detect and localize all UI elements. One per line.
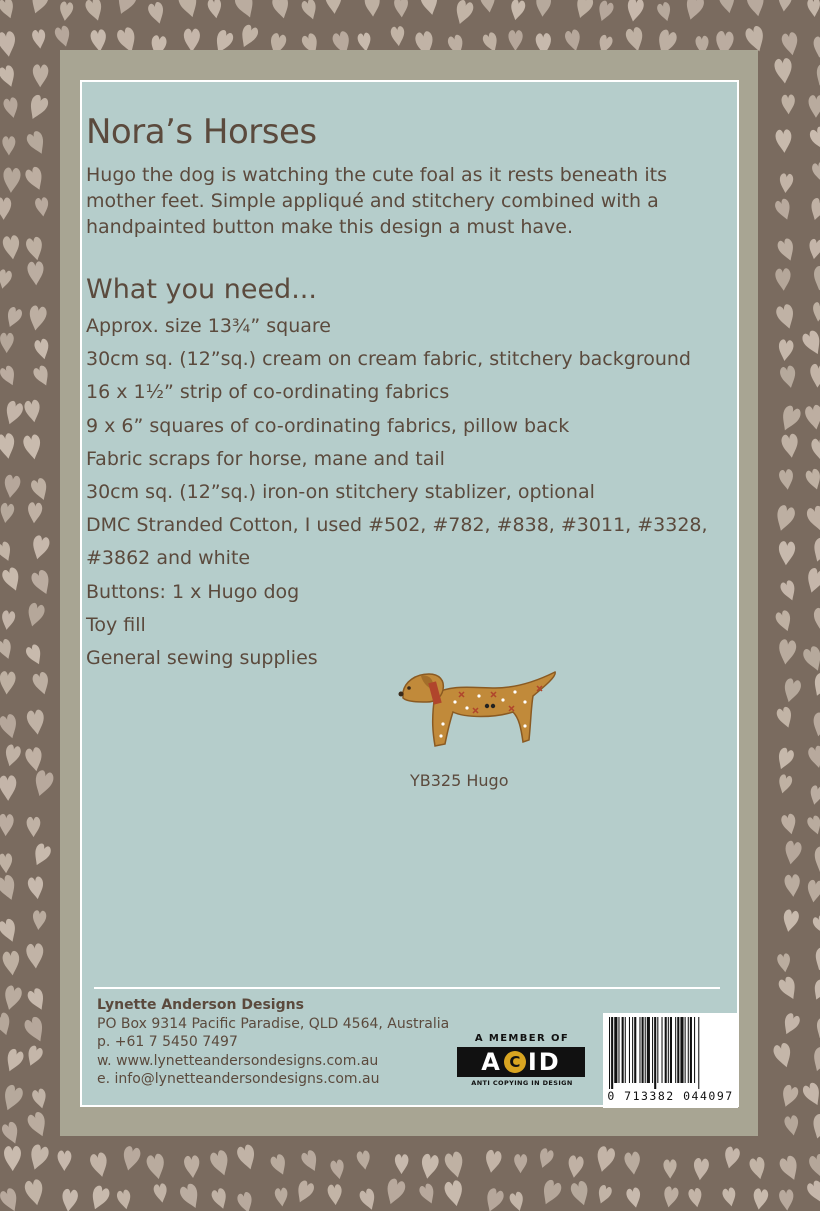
heart-icon [569, 1180, 592, 1208]
barcode-bar [647, 1017, 650, 1083]
email: e. info@lynetteandersondesigns.com.au [97, 1071, 380, 1087]
heart-icon [806, 815, 820, 837]
heart-icon [394, 0, 409, 18]
heart-icon [237, 23, 260, 50]
heart-icon [780, 1012, 802, 1037]
barcode-bar [677, 1017, 679, 1083]
heart-icon [364, 0, 380, 17]
heart-icon [184, 29, 200, 53]
heart-icon [236, 1191, 255, 1211]
heart-icon [23, 1015, 49, 1045]
heart-icon [806, 879, 820, 903]
heart-icon [0, 638, 15, 661]
needs-item: DMC Stranded Cotton, I used #502, #782, #838, #3011, #3328, [86, 514, 708, 537]
heart-icon [774, 58, 794, 85]
heart-icon [752, 1188, 769, 1211]
barcode-bar [690, 1017, 692, 1083]
heart-icon [746, 0, 767, 18]
heart-icon [482, 1187, 505, 1211]
heart-icon [536, 1147, 555, 1170]
heart-icon [30, 842, 53, 868]
heart-icon [269, 1153, 290, 1177]
heart-icon [625, 1187, 642, 1209]
heart-icon [178, 1182, 203, 1211]
heart-icon [805, 1179, 820, 1205]
heart-icon [808, 197, 820, 222]
needs-item: 9 x 6” squares of co-ordinating fabrics, pillow back [86, 414, 570, 437]
heart-icon [800, 329, 820, 358]
heart-icon [0, 333, 14, 354]
heart-icon [809, 364, 820, 389]
heart-icon [27, 876, 45, 900]
heart-icon [32, 29, 47, 50]
heart-icon [24, 747, 44, 773]
heart-icon [1, 984, 23, 1012]
heart-icon [0, 610, 16, 631]
footer-divider [94, 987, 720, 989]
heart-icon [807, 0, 820, 17]
heart-icon [300, 1149, 322, 1174]
heart-icon [147, 1, 167, 26]
heart-icon [300, 0, 319, 21]
heart-icon [0, 269, 13, 290]
barcode-bar [652, 1017, 653, 1083]
heart-icon [784, 1115, 801, 1137]
heart-icon [801, 645, 820, 674]
heart-icon [32, 364, 53, 388]
acid-logo [457, 1033, 587, 1087]
heart-icon [27, 502, 43, 524]
heart-icon [808, 125, 820, 154]
heart-icon [120, 1145, 142, 1172]
heart-icon [419, 1153, 440, 1180]
intro-text [86, 162, 726, 240]
heart-icon [2, 235, 21, 261]
heart-icon [688, 1187, 704, 1208]
heart-icon [27, 817, 41, 837]
heart-icon [682, 0, 705, 22]
heart-icon [777, 0, 792, 12]
heart-icon [779, 579, 799, 603]
heart-icon [807, 745, 820, 769]
heart-icon [810, 978, 820, 1002]
heart-icon [2, 400, 25, 427]
barcode-bars [609, 1017, 732, 1089]
heart-icon [208, 1149, 232, 1178]
heart-icon [778, 1154, 802, 1183]
heart-icon [24, 1044, 44, 1068]
heart-icon [778, 469, 794, 491]
heart-icon [483, 1149, 502, 1174]
heart-icon [722, 1146, 741, 1170]
heart-icon [814, 608, 820, 632]
heart-icon [0, 1083, 25, 1113]
heart-icon [811, 265, 820, 292]
heart-icon [116, 1189, 133, 1211]
heart-icon [748, 1156, 767, 1181]
barcode-bar [639, 1017, 640, 1083]
heart-icon [0, 540, 14, 563]
heart-icon [773, 504, 797, 533]
barcode-bar [685, 1017, 686, 1083]
heart-icon [0, 853, 13, 873]
heart-icon [813, 1017, 820, 1040]
heart-icon [0, 1187, 22, 1211]
heart-icon [808, 95, 820, 118]
heart-icon [781, 677, 802, 704]
heart-icon [805, 505, 820, 534]
heart-icon [2, 474, 21, 499]
heart-icon [33, 338, 51, 361]
heart-icon [0, 874, 19, 903]
heart-icon [0, 814, 14, 837]
heart-icon [3, 306, 23, 330]
heart-icon [807, 238, 820, 260]
heart-icon [775, 303, 798, 331]
heart-icon [779, 1189, 795, 1211]
heart-icon [0, 31, 17, 58]
heart-icon [2, 950, 21, 976]
heart-icon [812, 846, 820, 874]
heart-icon [26, 943, 45, 969]
heart-icon [24, 602, 46, 629]
heart-icon [538, 1178, 563, 1207]
heart-icon [26, 1110, 51, 1139]
needs-list [86, 310, 736, 675]
heart-icon [779, 1084, 800, 1110]
heart-icon [390, 26, 405, 47]
heart-icon [774, 609, 794, 633]
heart-icon [595, 0, 615, 23]
heart-icon [25, 130, 49, 157]
barcode-bar [698, 1017, 699, 1089]
acid-letter-c: C [504, 1051, 526, 1073]
acid-letter-a: A [481, 1048, 502, 1076]
barcode-bar [622, 1017, 624, 1083]
heart-icon [776, 237, 798, 263]
heart-icon [813, 63, 820, 88]
heart-icon [656, 1, 674, 23]
heart-icon [774, 746, 795, 771]
heart-icon [0, 1121, 22, 1147]
heart-icon [662, 1186, 680, 1209]
heart-icon [2, 744, 22, 769]
heart-icon [60, 1188, 78, 1211]
heart-icon [0, 0, 17, 21]
website: w. www.lynetteandersondesigns.com.au [97, 1052, 379, 1069]
heart-icon [776, 774, 793, 795]
heart-icon [330, 1159, 347, 1180]
button-caption: YB325 Hugo [410, 771, 509, 790]
barcode-bar [670, 1017, 672, 1083]
heart-icon [233, 0, 258, 21]
heart-icon [777, 639, 797, 666]
barcode-bar [625, 1017, 626, 1083]
heart-icon [781, 433, 800, 459]
heart-icon [27, 261, 44, 285]
heart-icon [184, 1155, 201, 1179]
intro-line: Hugo the dog is watching the cute foal as it rests beneath its [86, 164, 667, 186]
heart-icon [30, 568, 54, 597]
heart-icon [57, 1150, 71, 1171]
barcode-bar [688, 1017, 689, 1083]
heart-icon [775, 706, 795, 730]
heart-icon [25, 236, 45, 262]
heart-icon [31, 1088, 49, 1110]
heart-icon [566, 1155, 584, 1179]
heart-icon [2, 97, 20, 120]
heart-icon [29, 534, 50, 561]
heart-icon [812, 946, 820, 972]
acid-letters-id: ID [527, 1048, 561, 1076]
heart-icon [779, 365, 798, 390]
needs-heading: What you need... [86, 274, 317, 305]
heart-icon [24, 399, 42, 423]
heart-icon [573, 0, 595, 20]
heart-icon [0, 364, 19, 388]
heart-icon [452, 0, 475, 27]
needs-item: Toy fill [86, 613, 146, 636]
heart-icon [781, 94, 795, 114]
heart-icon [777, 953, 792, 973]
heart-icon [271, 0, 291, 20]
heart-icon [508, 30, 522, 51]
barcode-bar [629, 1017, 630, 1083]
heart-icon [113, 0, 139, 17]
heart-icon [29, 477, 50, 503]
heart-icon [358, 1187, 378, 1211]
heart-icon [210, 1187, 230, 1211]
heart-icon [810, 671, 820, 698]
barcode [603, 1013, 738, 1108]
heart-icon [625, 0, 645, 23]
heart-icon [593, 1145, 616, 1174]
barcode-bar [632, 1017, 633, 1083]
intro-line: mother feet. Simple appliqué and stitchery combined with a [86, 190, 659, 212]
heart-icon [2, 167, 21, 193]
heart-icon [804, 567, 820, 595]
heart-icon [87, 1184, 111, 1211]
heart-icon [382, 1177, 407, 1207]
acid-tagline: ANTI COPYING IN DESIGN [471, 1079, 573, 1087]
barcode-number: 0 713382 044097 [607, 1089, 734, 1103]
heart-icon [479, 0, 496, 14]
heart-icon [535, 0, 551, 17]
heart-icon [808, 785, 820, 807]
heart-icon [2, 136, 15, 155]
heart-icon [58, 1, 74, 22]
needs-item: 30cm sq. (12”sq.) cream on cream fabric, stitchery background [86, 348, 691, 371]
heart-icon [811, 161, 820, 183]
needs-item: 30cm sq. (12”sq.) iron-on stitchery stablizer, optional [86, 480, 595, 503]
barcode-bar [654, 1017, 656, 1089]
heart-icon [31, 671, 52, 697]
barcode-bar [680, 1017, 683, 1083]
heart-icon [356, 1150, 372, 1171]
heart-icon [25, 93, 50, 122]
heart-icon [418, 1182, 438, 1206]
heart-icon [692, 1158, 709, 1181]
needs-item: 16 x 1½” strip of co-ordinating fabrics [86, 381, 450, 404]
heart-icon [24, 643, 45, 667]
barcode-bar [662, 1017, 663, 1083]
heart-icon [718, 0, 737, 15]
heart-icon [325, 0, 343, 14]
hugo-dog-button-image [395, 664, 560, 754]
heart-icon [779, 173, 794, 194]
page-title: Nora’s Horses [86, 112, 317, 152]
heart-icon [808, 1153, 820, 1180]
heart-icon [624, 1151, 642, 1175]
heart-icon [809, 1113, 820, 1141]
heart-icon [0, 433, 17, 461]
heart-icon [1, 566, 24, 593]
heart-icon [145, 1153, 167, 1181]
heart-icon [810, 537, 820, 565]
heart-icon [0, 64, 18, 89]
barcode-bar [668, 1017, 669, 1083]
heart-icon [32, 910, 47, 931]
heart-icon [810, 712, 820, 738]
barcode-bar [675, 1017, 676, 1083]
heart-icon [804, 404, 820, 431]
heart-icon [153, 1183, 169, 1204]
needs-item: General sewing supplies [86, 646, 318, 669]
heart-icon [774, 198, 794, 222]
barcode-bar [614, 1017, 617, 1083]
heart-icon [722, 1187, 738, 1208]
heart-icon [0, 1012, 14, 1038]
heart-icon [783, 840, 803, 866]
company-name: Lynette Anderson Designs [97, 997, 304, 1013]
heart-icon [24, 166, 47, 193]
phone: p. +61 7 5450 7497 [97, 1034, 238, 1050]
needs-item: Approx. size 13¾” square [86, 315, 331, 337]
heart-icon [327, 1184, 342, 1206]
heart-icon [595, 1184, 613, 1206]
heart-icon [27, 305, 48, 332]
heart-icon [775, 268, 791, 291]
address: PO Box 9314 Pacific Paradise, QLD 4564, Australia [97, 1015, 450, 1032]
heart-icon [34, 197, 49, 218]
heart-icon [0, 502, 15, 524]
heart-icon [775, 129, 792, 153]
barcode-bar [609, 1017, 610, 1089]
barcode-bar [634, 1017, 636, 1083]
acid-wordmark [457, 1047, 585, 1077]
heart-icon [177, 0, 201, 20]
heart-icon [4, 1146, 21, 1171]
heart-icon [508, 0, 526, 21]
heart-icon [26, 709, 46, 736]
heart-icon [663, 1159, 676, 1178]
heart-icon [32, 64, 48, 87]
heart-icon [207, 0, 223, 19]
heart-icon [777, 404, 802, 434]
heart-icon [28, 0, 50, 16]
heart-icon [777, 975, 800, 1002]
heart-icon [810, 437, 820, 464]
heart-icon [54, 25, 73, 49]
intro-line: handpainted button make this design a must have. [86, 216, 574, 238]
heart-icon [443, 1151, 466, 1180]
heart-icon [508, 1191, 526, 1211]
heart-icon [0, 197, 11, 219]
needs-item: Buttons: 1 x Hugo dog [86, 580, 300, 603]
heart-icon [0, 775, 17, 801]
heart-icon [811, 914, 820, 937]
barcode-bar [642, 1017, 644, 1083]
heart-icon [2, 1047, 25, 1074]
heart-icon [804, 468, 820, 492]
heart-icon [89, 1151, 110, 1178]
contact-block [97, 996, 449, 1089]
heart-icon [0, 917, 20, 944]
heart-icon [26, 987, 48, 1013]
heart-icon [236, 1143, 259, 1171]
acid-member-text: A MEMBER OF [474, 1033, 570, 1044]
heart-icon [801, 1081, 820, 1108]
needs-item: Fabric scraps for horse, mane and tail [86, 447, 445, 470]
heart-icon [780, 813, 798, 836]
heart-icon [84, 0, 105, 23]
heart-icon [395, 1154, 409, 1174]
heart-icon [0, 713, 20, 740]
needs-item: #3862 and white [86, 547, 251, 570]
heart-icon [274, 1187, 288, 1207]
barcode-bar [618, 1017, 619, 1083]
barcode-bar [657, 1017, 658, 1083]
heart-icon [24, 1178, 46, 1207]
barcode-bar [645, 1017, 646, 1083]
heart-icon [777, 339, 794, 362]
heart-icon [419, 0, 440, 17]
heart-icon [514, 1154, 527, 1173]
barcode-bar [611, 1017, 613, 1089]
heart-icon [809, 1046, 820, 1074]
heart-icon [784, 874, 801, 897]
heart-icon [781, 909, 800, 934]
heart-icon [781, 31, 801, 56]
barcode-bar [665, 1017, 667, 1083]
heart-icon [26, 1143, 50, 1172]
heart-icon [443, 1180, 465, 1208]
heart-icon [31, 769, 55, 799]
heart-icon [772, 1042, 795, 1070]
heart-icon [0, 671, 16, 695]
heart-icon [778, 541, 796, 566]
heart-icon [293, 1179, 316, 1206]
heart-icon [22, 434, 42, 461]
barcode-bar [694, 1017, 695, 1083]
heart-icon [812, 302, 820, 323]
heart-icon [812, 36, 820, 58]
